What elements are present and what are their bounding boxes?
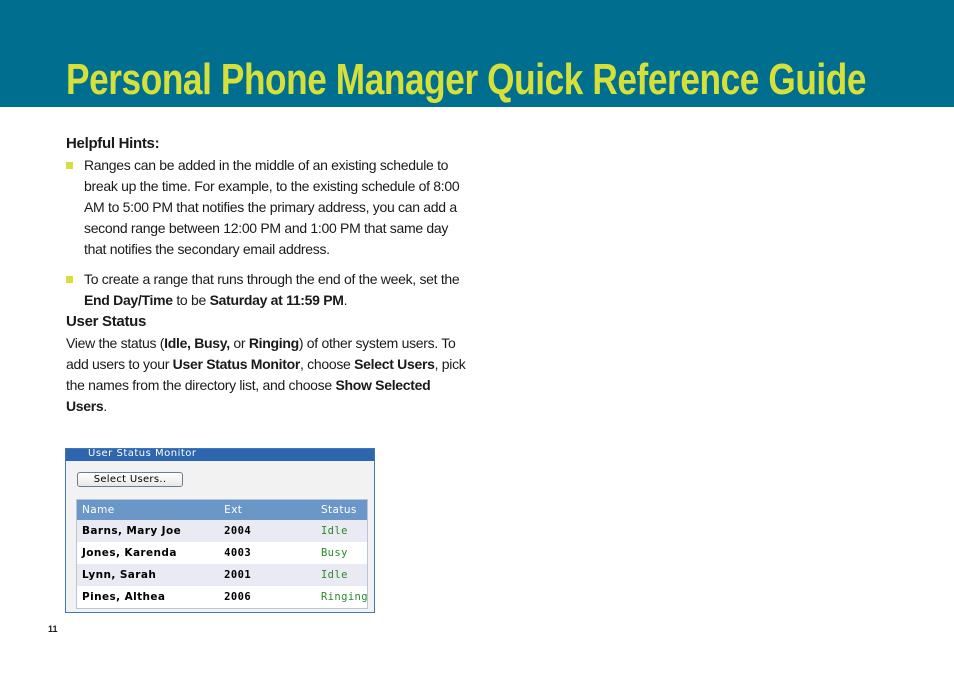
column-header-name[interactable]: Name (76, 499, 218, 520)
table-header-row (76, 499, 368, 520)
end-day-time-term: End Day/Time (84, 292, 173, 308)
user-status: Idle (317, 564, 368, 586)
user-name: Jones, Karenda (76, 542, 218, 564)
hint-item (66, 155, 466, 260)
user-status-monitor-panel (65, 448, 375, 613)
user-name: Lynn, Sarah (76, 564, 218, 586)
hint-text: To create a range that runs through the end of the week, set the End Day/Time to be Saturday at 11:59 PM. (84, 271, 460, 308)
hints-list (66, 155, 466, 311)
user-name: Pines, Althea (76, 586, 218, 608)
table-row[interactable] (76, 564, 368, 586)
users-table (76, 499, 368, 608)
user-status-text: View the status (Idle, Busy, or Ringing) of other system users. To add users to your User Status Monitor, choose Select Users, pick the names from the directory list, and choose Show Selected Users. (66, 335, 466, 414)
table-row[interactable] (76, 542, 368, 564)
helpful-hints-title: Helpful Hints: (66, 135, 160, 152)
user-ext: 2006 (218, 586, 317, 608)
user-ext: 2004 (218, 520, 317, 542)
column-header-status[interactable]: Status (317, 499, 368, 520)
square-bullet-icon (66, 162, 73, 169)
page-title: Personal Phone Manager Quick Reference Guide (66, 55, 867, 104)
user-status: Busy (317, 542, 368, 564)
user-status: Ringing (317, 586, 368, 608)
hint-item (66, 269, 466, 311)
hint-text: Ranges can be added in the middle of an existing schedule to break up the time. For example, to the existing schedule of 8:00 AM to 5:00 PM that notifies the primary address, you can add a second range between 12:00 PM and 1:00 PM that same day that notifies the secondary email address. (84, 157, 460, 257)
page-number: 11 (48, 624, 58, 634)
table-row[interactable] (76, 520, 368, 542)
user-ext: 4003 (218, 542, 317, 564)
user-name: Barns, Mary Joe (76, 520, 218, 542)
user-status: Idle (317, 520, 368, 542)
monitor-title: User Status Monitor (66, 449, 374, 461)
saturday-term: Saturday at 11:59 PM (209, 292, 344, 308)
user-ext: 2001 (218, 564, 317, 586)
column-header-ext[interactable]: Ext (218, 499, 317, 520)
square-bullet-icon (66, 276, 73, 283)
table-row[interactable] (76, 586, 368, 608)
header-banner (0, 0, 954, 107)
main-content (66, 133, 466, 417)
user-status-title: User Status (66, 313, 147, 330)
select-users-button[interactable]: Select Users.. (77, 472, 183, 487)
